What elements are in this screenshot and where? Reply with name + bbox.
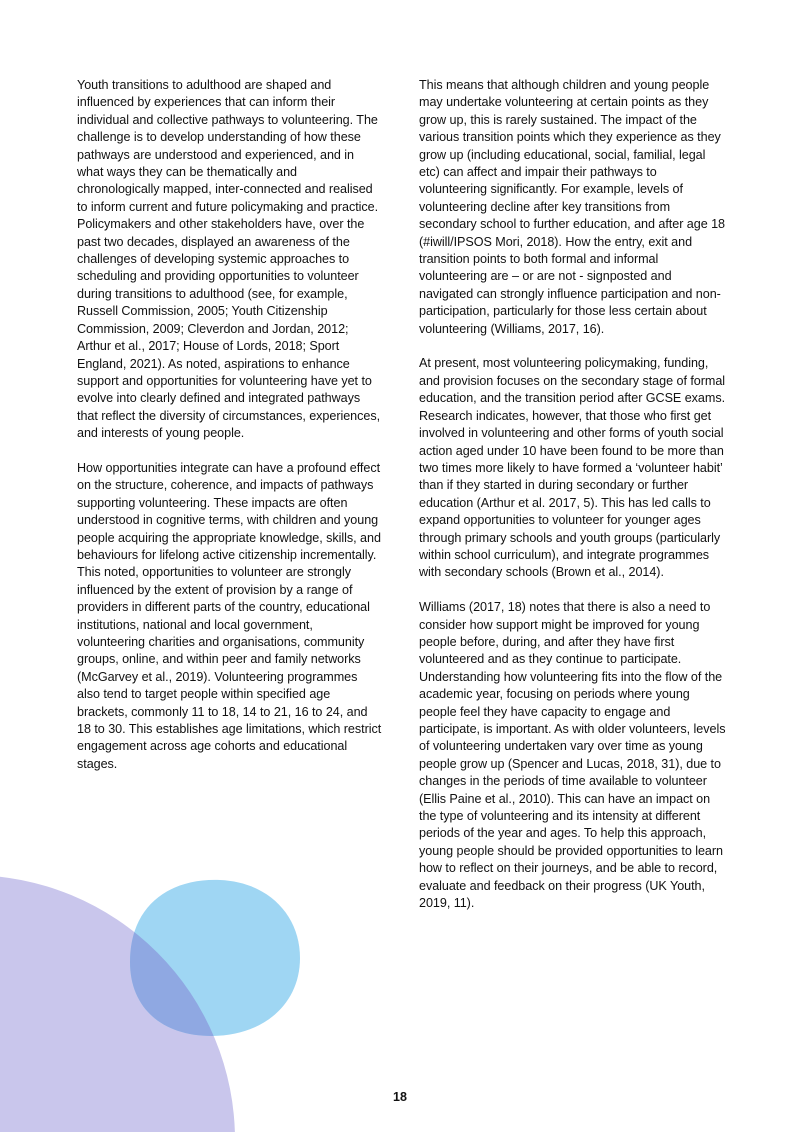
right-paragraph-2: At present, most volunteering policymaking, funding, and provision focuses on the secondary stage of formal education, and the transition period after GCSE exams. Research indicates, however, that those who first get involved in volunteering and other forms of youth social action aged under 10 have been found to be more than two times more likely to have formed a ‘volunteer habit’ than if they started in during secondary or further education (Arthur et al. 2017, 5). This has led calls to expand opportunities to volunteer for younger ages through primary schools and youth groups (particularly within school curriculum), and integrate programmes with secondary schools (Brown et al., 2014).	[419, 356, 726, 580]
page-number: 18	[393, 1090, 407, 1104]
left-column	[77, 77, 382, 791]
left-paragraph-1: Youth transitions to adulthood are shaped and influenced by experiences that can inform their individual and collective pathways to volunteering. The challenge is to develop understanding of how these pathways are understood and experienced, and in what ways they can be thematically and chronologically mapped, inter-connected and realised to inform current and future policymaking and practice. Policymakers and other stakeholders have, over the past two decades, displayed an awareness of the challenges of developing systemic approaches to scheduling and providing opportunities to volunteer during transitions to adulthood (see, for example, Russell Commission, 2005; Youth Citizenship Commission, 2009; Cleverdon and Jordan, 2012; Arthur et al., 2017; House of Lords, 2018; Sport England, 2021). As noted, aspirations to enhance support and opportunities for volunteering have yet to evolve into clearly defined and integrated pathways that reflect the diversity of circumstances, experiences, and interests of young people.	[77, 78, 381, 441]
right-paragraph-3: Williams (2017, 18) notes that there is also a need to consider how support might be improved for young people before, during, and after they have first volunteered and as they continue to participate. Understanding how volunteering fits into the flow of the academic year, focusing on periods where young people feel they have capacity to engage and participate, is important. As with older volunteers, levels of volunteering undertaken vary over time as young people grow up (Spencer and Lucas, 2018, 31), due to changes in the periods of time available to volunteer (Ellis Paine et al., 2010). This can have an impact on the type of volunteering and its intensity at different periods of the year and ages. To help this approach, young people should be provided opportunities to learn how to reflect on their journeys, and be able to record, evaluate and feedback on their progress (UK Youth, 2019, 11).	[419, 600, 726, 911]
right-column	[419, 77, 727, 930]
right-paragraph-1: This means that although children and young people may undertake volunteering at certain points as they grow up, this is rarely sustained. The impact of the various transition points which they experience as they grow up (including educational, social, familial, legal etc) can affect and impair their pathways to volunteering significantly. For example, levels of volunteering decline after key transitions from secondary school to further education, and after age 18 (#iwill/IPSOS Mori, 2018). How the entry, exit and transition points to both formal and informal volunteering are – or are not - signposted and navigated can strongly influence participation and non-participation, particularly for those less certain about volunteering (Williams, 2017, 16).	[419, 78, 726, 336]
left-paragraph-2: How opportunities integrate can have a profound effect on the structure, coherence, and impacts of pathways supporting volunteering. These impacts are often understood in cognitive terms, with children and young people acquiring the appropriate knowledge, skills, and behaviours for lifelong active citizenship incrementally. This noted, opportunities to volunteer are strongly influenced by the extent of provision by a range of providers in different parts of the country, educational institutions, national and local government, volunteering charities and organisations, community groups, online, and within peer and family networks (McGarvey et al., 2019). Volunteering programmes also tend to target people within specified age brackets, commonly 11 to 18, 14 to 21, 16 to 24, and 18 to 30. This establishes age limitations, which restrict engagement across age cohorts and educational stages.	[77, 460, 382, 771]
